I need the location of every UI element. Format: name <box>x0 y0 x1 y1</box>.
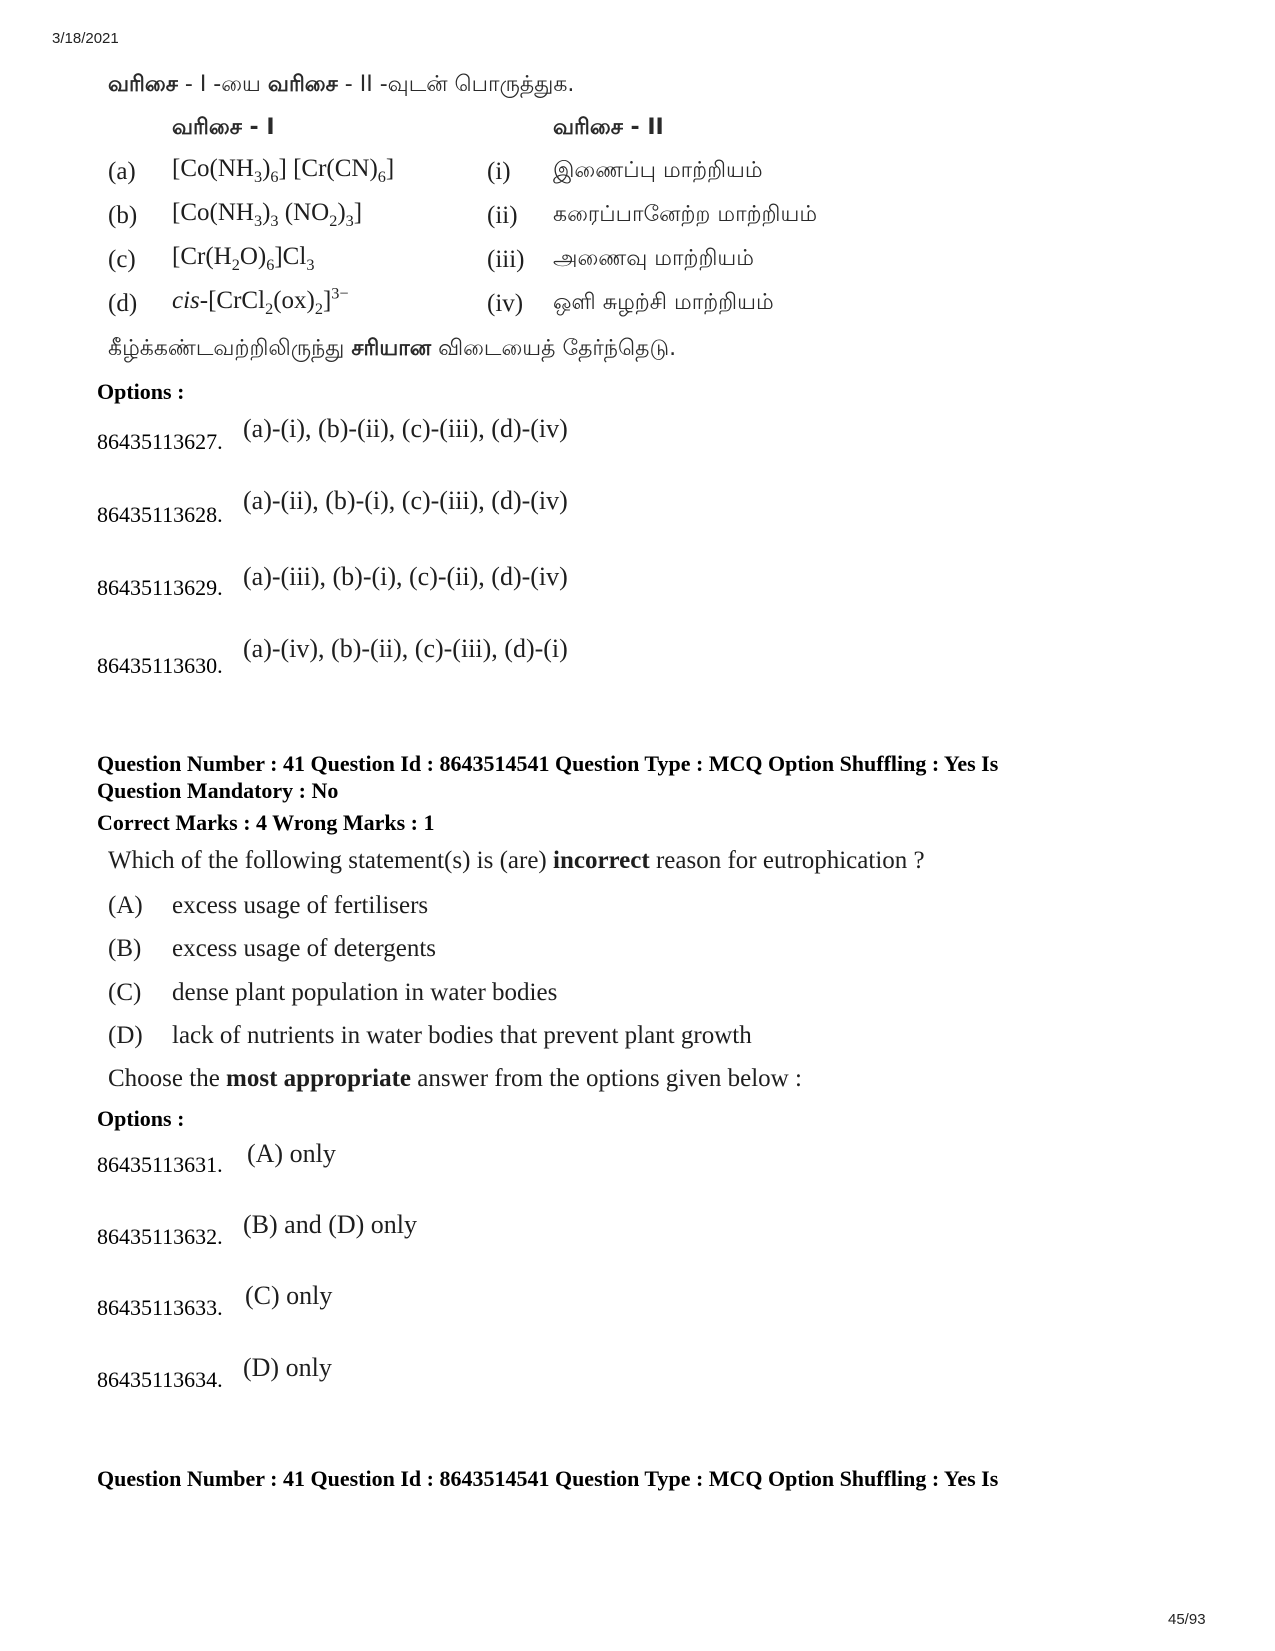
statement-text: lack of nutrients in water bodies that prevent plant growth <box>172 1022 752 1049</box>
option-text: (A) only <box>247 1139 336 1168</box>
option-text: (a)-(iii), (b)-(i), (c)-(ii), (d)-(iv) <box>243 562 568 591</box>
row-c-description: அணைவு மாற்றியம் <box>553 246 754 271</box>
option-id: 86435113632. <box>97 1224 223 1249</box>
option-id: 86435113634. <box>97 1367 223 1392</box>
row-d-label: (d) <box>108 290 138 317</box>
q41-options-heading: Options : <box>97 1106 185 1131</box>
statement-text: excess usage of detergents <box>172 935 437 962</box>
prompt-word-3: வரிசை <box>267 72 338 97</box>
prompt-word-1: வரிசை <box>108 72 178 97</box>
statement-label: (A) <box>108 892 143 919</box>
prompt-word-2: - I -யை <box>177 72 268 97</box>
option-id: 86435113633. <box>97 1295 223 1320</box>
q41-meta-line-1: Question Number : 41 Question Id : 8643514541 Question Type : MCQ Option Shuffling : Yes Is <box>97 751 999 776</box>
row-b-formula: [$Co(NH_3)_3$ $(NO_2)_3$] <box>172 199 363 230</box>
row-d-description: ஒளி சுழற்சி மாற்றியம் <box>553 290 774 315</box>
row-d-formula: cis-$[CrCl_2(ox)_2]^{3-}$ <box>172 284 349 318</box>
row-a-description: இணைப்பு மாற்றியம் <box>553 158 763 183</box>
option-text: (D) only <box>243 1353 332 1382</box>
option-text: (a)-(iv), (b)-(ii), (c)-(iii), (d)-(i) <box>243 634 568 663</box>
column-1-heading: வரிசை - I <box>172 115 275 140</box>
row-b-label: (b) <box>108 202 138 229</box>
row-c-numeral: (iii) <box>487 246 525 273</box>
option-id: 86435113630. <box>97 653 223 678</box>
print-date: 3/18/2021 <box>52 30 119 47</box>
statement-label: (C) <box>108 979 142 1006</box>
row-a-formula: $[Co(NH_3)_6]$ $[Cr(CN)_6]$ <box>172 155 395 186</box>
page-number: 45/93 <box>1168 1611 1206 1628</box>
q41-marks: Correct Marks : 4 Wrong Marks : 1 <box>97 810 435 835</box>
statement-label: (D) <box>108 1022 143 1049</box>
q41-question: Which of the following statement(s) is (are) incorrect reason for eutrophication ? <box>108 847 925 874</box>
q41-instruction: Choose the most appropriate answer from the options given below : <box>108 1065 802 1092</box>
statement-text: excess usage of fertilisers <box>172 892 429 919</box>
option-text: (a)-(ii), (b)-(i), (c)-(iii), (d)-(iv) <box>243 486 568 515</box>
row-d-numeral: (iv) <box>487 290 524 317</box>
q40-instruction: கீழ்க்கண்டவற்றிலிருந்து சரியான விடையைத் தேர்ந்தெடு. <box>108 336 677 361</box>
statement-text: dense plant population in water bodies <box>172 979 558 1006</box>
row-b-numeral: (ii) <box>487 202 518 229</box>
row-c-formula: $[Cr(H_2O)_6]Cl_3$ <box>172 243 315 274</box>
option-id: 86435113629. <box>97 575 223 600</box>
match-prompt <box>108 72 574 100</box>
row-b-description: கரைப்பானேற்ற மாற்றியம் <box>553 202 818 227</box>
option-id: 86435113628. <box>97 502 223 527</box>
row-a-numeral: (i) <box>487 158 511 185</box>
prompt-word-4: - II -வுடன் பொருத்துக. <box>337 72 575 97</box>
q40-options-heading: Options : <box>97 379 185 404</box>
column-2-heading: வரிசை - II <box>553 115 664 140</box>
row-a-label: (a) <box>108 158 136 185</box>
option-text: (a)-(i), (b)-(ii), (c)-(iii), (d)-(iv) <box>243 414 568 443</box>
next-question-meta: Question Number : 41 Question Id : 8643514541 Question Type : MCQ Option Shuffling : Yes Is <box>97 1466 999 1491</box>
row-c-label: (c) <box>108 246 136 273</box>
option-text: (B) and (D) only <box>243 1210 418 1239</box>
option-id: 86435113631. <box>97 1152 223 1177</box>
statement-label: (B) <box>108 935 142 962</box>
q41-meta-line-2: Question Mandatory : No <box>97 778 339 803</box>
option-id: 86435113627. <box>97 429 223 454</box>
option-text: (C) only <box>245 1281 333 1310</box>
